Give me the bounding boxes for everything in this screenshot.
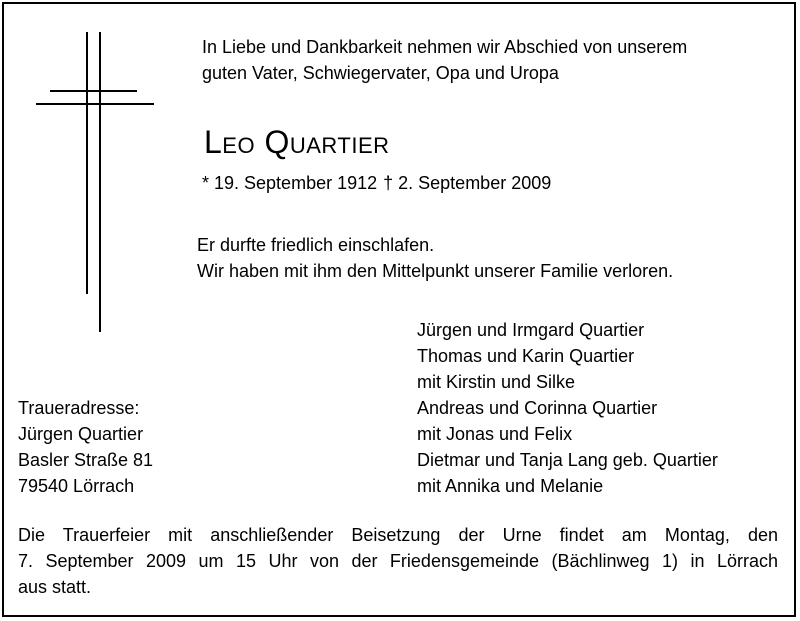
funeral-line-3: aus statt. bbox=[18, 577, 92, 597]
family-entry: mit Annika und Melanie bbox=[417, 476, 604, 496]
family-entry: Jürgen und Irmgard Quartier bbox=[417, 320, 645, 340]
family-entry: Thomas und Karin Quartier bbox=[417, 346, 635, 366]
funeral-notice bbox=[18, 522, 778, 600]
intro-line-1: In Liebe und Dankbarkeit nehmen wir Abschied von unserem bbox=[202, 37, 688, 57]
obituary-frame bbox=[2, 2, 796, 617]
family-entry: mit Kirstin und Silke bbox=[417, 372, 576, 392]
cross-vertical-bar-left bbox=[86, 32, 88, 294]
family-entry: Dietmar und Tanja Lang geb. Quartier bbox=[417, 450, 718, 470]
deceased-name: Leo Quartier bbox=[204, 124, 390, 160]
cross-vertical-bar-right bbox=[99, 32, 101, 332]
family-entry: mit Jonas und Felix bbox=[417, 424, 573, 444]
address-street: Basler Straße 81 bbox=[18, 450, 154, 470]
family-entry: Andreas und Corinna Quartier bbox=[417, 398, 658, 418]
birth-date: * 19. September 1912 bbox=[202, 173, 378, 193]
funeral-line-2: 7. September 2009 um 15 Uhr von der Friedensgemeinde (Bächlinweg 1) in Lörrach bbox=[18, 551, 778, 571]
address-name: Jürgen Quartier bbox=[18, 424, 144, 444]
intro-line-2: guten Vater, Schwiegervater, Opa und Uropa bbox=[202, 63, 559, 83]
funeral-line-1: Die Trauerfeier mit anschließender Beisetzung der Urne findet am Montag, den bbox=[18, 525, 778, 545]
message-line-1: Er durfte friedlich einschlafen. bbox=[197, 235, 435, 255]
cross-horizontal-bar-top bbox=[50, 90, 137, 92]
cross-horizontal-bar-bottom bbox=[36, 103, 154, 105]
life-dates bbox=[202, 170, 551, 196]
death-date: † 2. September 2009 bbox=[383, 173, 552, 193]
address-label: Traueradresse: bbox=[18, 398, 140, 418]
address-city: 79540 Lörrach bbox=[18, 476, 135, 496]
message-line-2: Wir haben mit ihm den Mittelpunkt unserer Familie verloren. bbox=[197, 261, 674, 281]
